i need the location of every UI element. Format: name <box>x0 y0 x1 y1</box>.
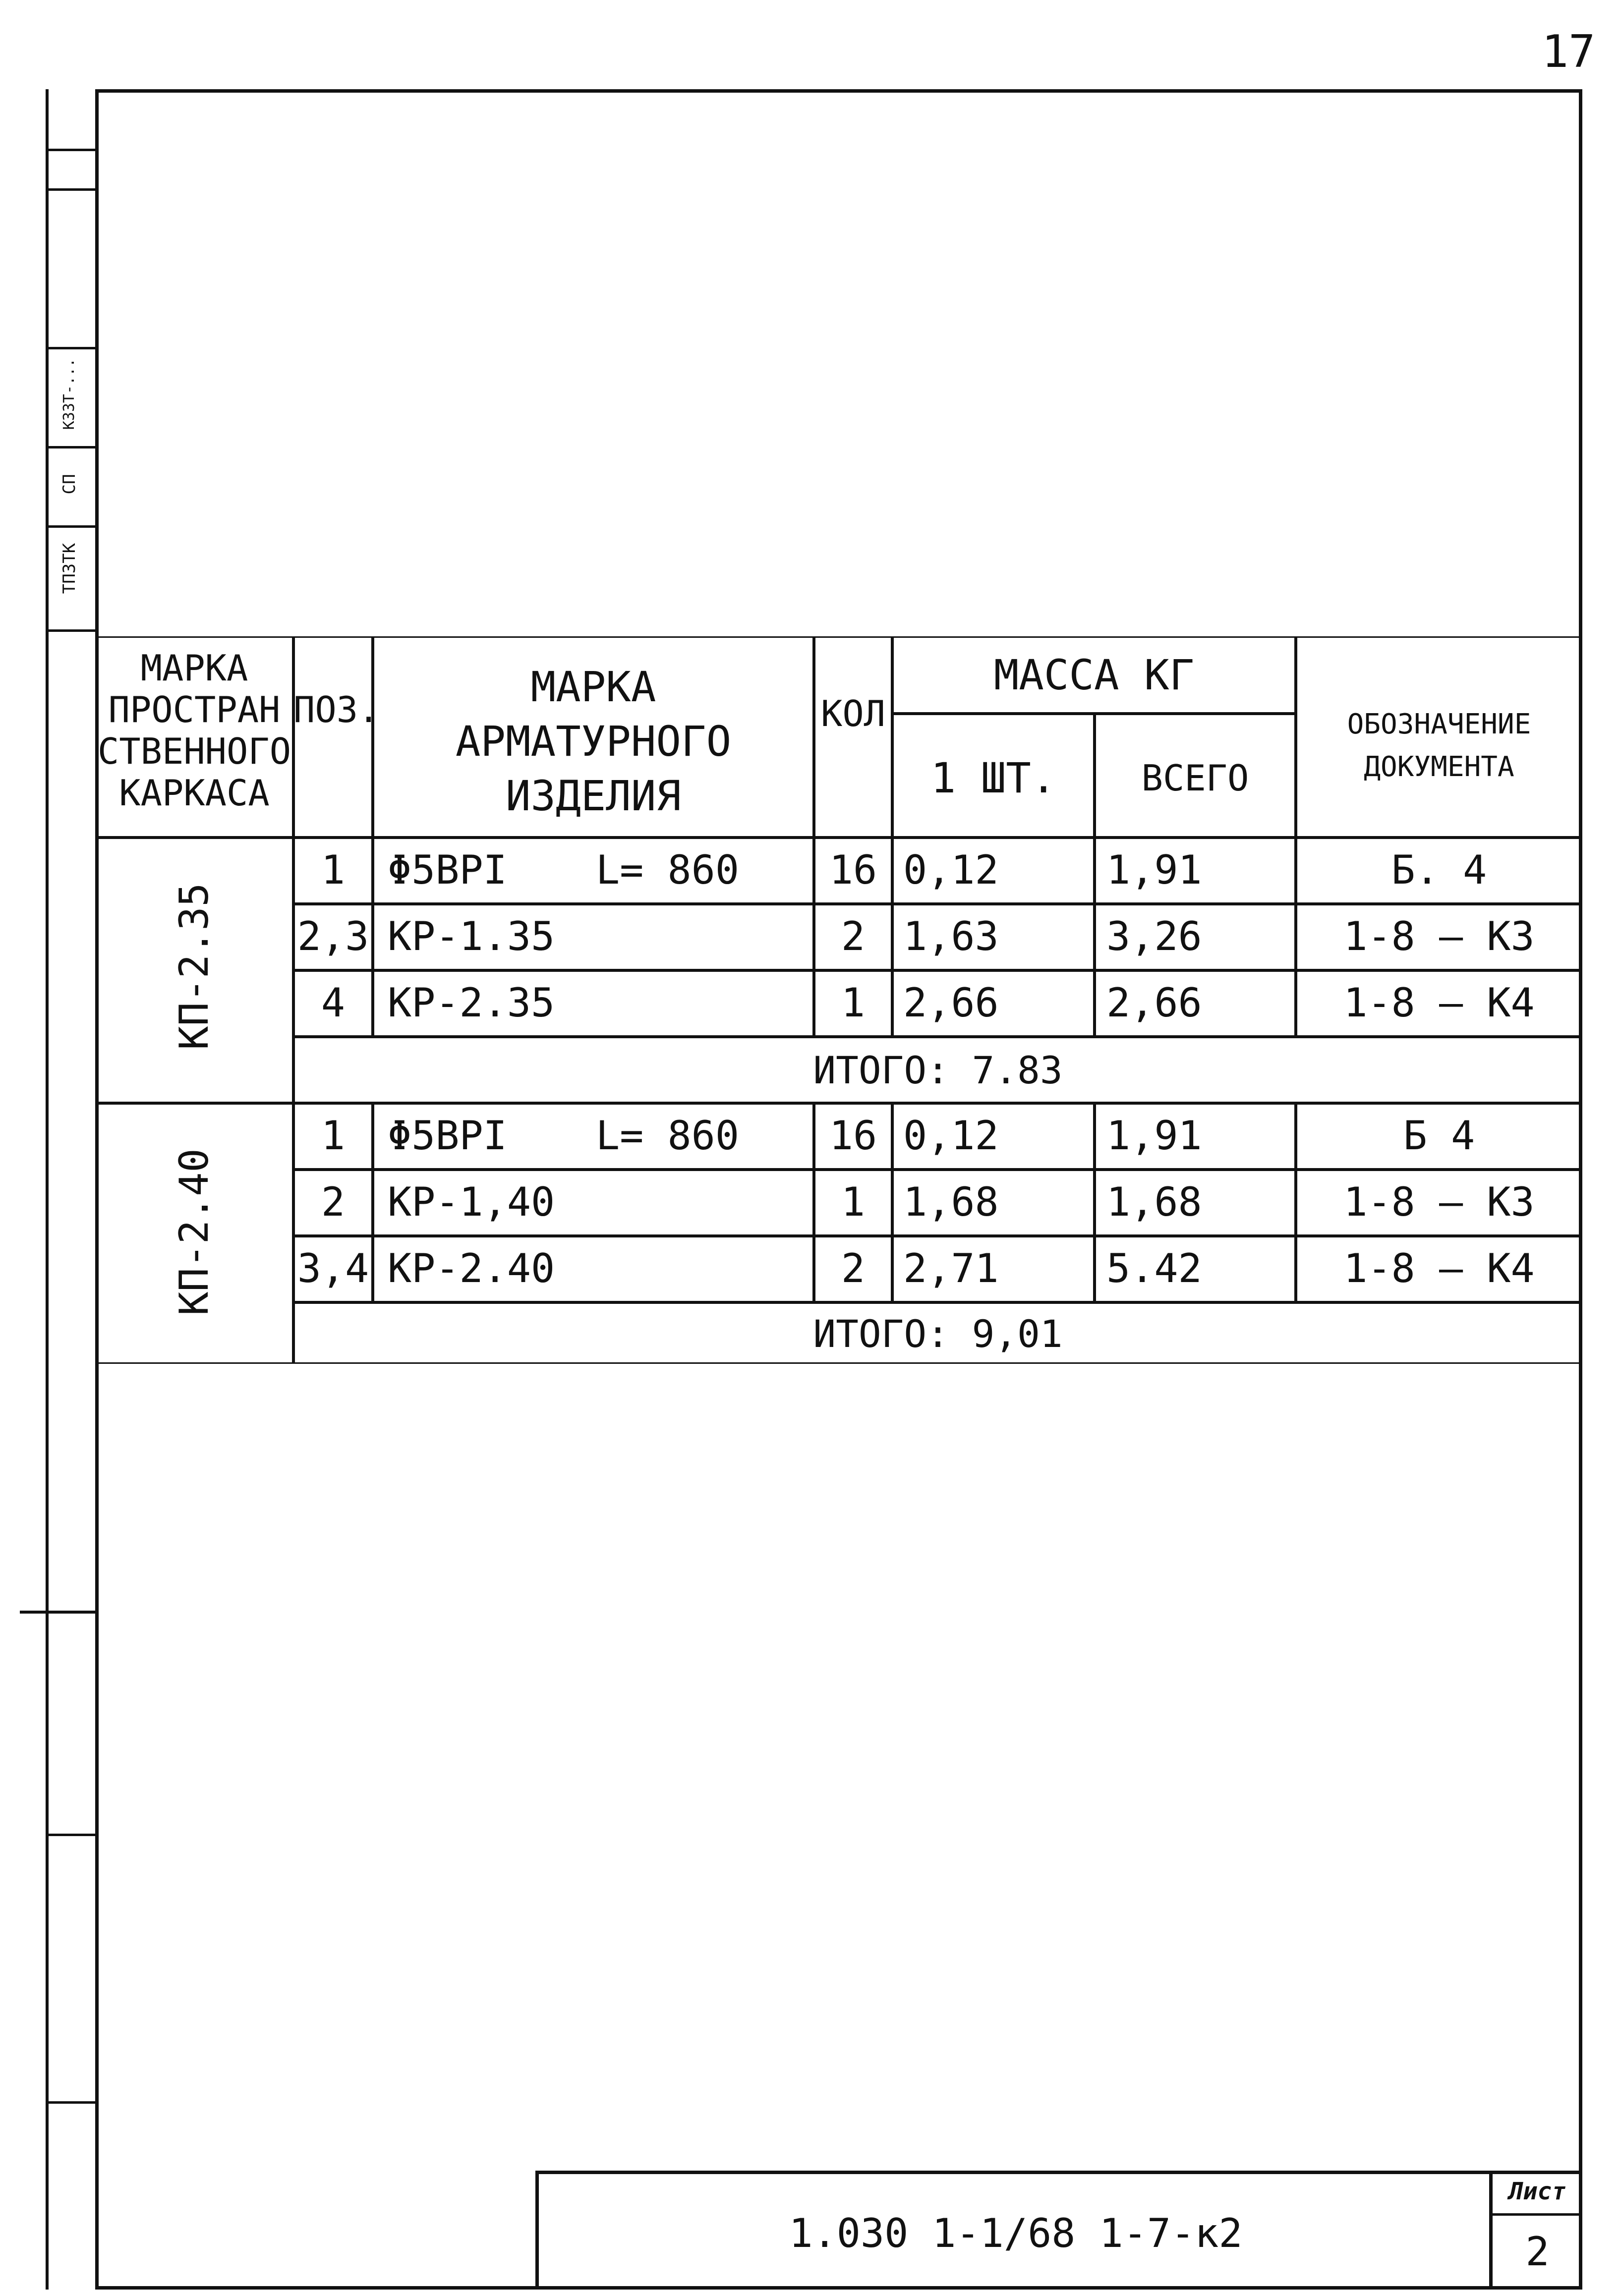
header-mass-total: ВСЕГО <box>1141 757 1249 799</box>
item-cell: КР-2.35 <box>388 980 555 1026</box>
group-total: ИТОГО: 7.83 <box>813 1048 1063 1092</box>
sheet-number: 2 <box>1525 2229 1550 2275</box>
group-total: ИТОГО: 9,01 <box>813 1312 1063 1356</box>
side-stamp-1: ТПЗТК <box>59 543 79 594</box>
item-cell: Φ5ВРI <box>388 1113 507 1159</box>
length-cell: L= 860 <box>596 1113 739 1159</box>
header-frame-mark-1: МАРКА <box>140 647 248 689</box>
pos-cell: 1 <box>321 847 346 893</box>
mass-total-cell: 1,91 <box>1106 847 1202 893</box>
doc-cell: Б. 4 <box>1391 847 1487 893</box>
pos-cell: 4 <box>321 980 346 1026</box>
header-item-mark-3: ИЗДЕЛИЯ <box>505 772 681 820</box>
qty-cell: 1 <box>841 980 866 1026</box>
mass-unit-cell: 1,63 <box>903 913 999 959</box>
mass-unit-cell: 1,68 <box>903 1179 999 1225</box>
qty-cell: 2 <box>841 1245 866 1291</box>
header-qty: КОЛ <box>820 693 886 734</box>
mass-total-cell: 1,68 <box>1106 1179 1202 1225</box>
header-frame-mark-2: ПРОСТРАН <box>108 689 281 730</box>
qty-cell: 16 <box>829 1113 877 1159</box>
title-block <box>535 2171 1582 2290</box>
item-cell: Φ5ВРI <box>388 847 507 893</box>
qty-cell: 16 <box>829 847 877 893</box>
doc-cell: 1-8 — К3 <box>1343 913 1535 959</box>
mass-total-cell: 1,91 <box>1106 1113 1202 1159</box>
mass-total-cell: 5.42 <box>1106 1245 1202 1291</box>
pos-cell: 2,3 <box>297 913 369 959</box>
pos-cell: 1 <box>321 1113 346 1159</box>
doc-cell: Б 4 <box>1403 1113 1475 1159</box>
doc-cell: 1-8 — К4 <box>1343 980 1535 1026</box>
header-item-mark-1: МАРКА <box>530 663 656 711</box>
pos-cell: 2 <box>321 1179 346 1225</box>
doc-cell: 1-8 — К4 <box>1343 1245 1535 1291</box>
specification-table <box>95 636 1582 1364</box>
length-cell: L= 860 <box>596 847 739 893</box>
doc-cell: 1-8 — К3 <box>1343 1179 1535 1225</box>
header-mass: МАССА КГ <box>993 651 1195 699</box>
document-code: 1.030 1-1/68 1-7-к2 <box>789 2210 1243 2256</box>
item-cell: КР-1.35 <box>388 913 555 959</box>
mass-unit-cell: 0,12 <box>903 847 999 893</box>
mass-total-cell: 3,26 <box>1106 913 1202 959</box>
mass-unit-cell: 0,12 <box>903 1113 999 1159</box>
mass-unit-cell: 2,71 <box>903 1245 999 1291</box>
pos-cell: 3,4 <box>297 1245 369 1291</box>
header-pos: ПОЗ. <box>293 689 380 730</box>
qty-cell: 2 <box>841 913 866 959</box>
mass-total-cell: 2,66 <box>1106 980 1202 1026</box>
side-stamp-3: КЗЗТ-... <box>60 358 78 430</box>
page-number: 17 <box>1542 26 1596 78</box>
item-cell: КР-2.40 <box>388 1245 555 1291</box>
header-doc-1: ОБОЗНАЧЕНИЕ <box>1347 708 1531 740</box>
header-doc-2: ДОКУМЕНТА <box>1364 751 1514 783</box>
frame-mark-cell: КП-2.40 <box>171 1148 217 1316</box>
item-cell: КР-1,40 <box>388 1179 555 1225</box>
qty-cell: 1 <box>841 1179 866 1225</box>
header-frame-mark-4: КАРКАСА <box>119 772 270 814</box>
mass-unit-cell: 2,66 <box>903 980 999 1026</box>
side-stamp-2: СП <box>59 474 79 495</box>
header-frame-mark-3: СТВЕННОГО <box>97 730 291 772</box>
header-mass-unit: 1 ШТ. <box>930 754 1056 802</box>
header-item-mark-2: АРМАТУРНОГО <box>455 717 732 766</box>
sheet-box <box>1489 2171 1582 2290</box>
frame-mark-cell: КП-2.35 <box>171 883 217 1050</box>
sheet-label: Лист <box>1508 2178 1566 2205</box>
